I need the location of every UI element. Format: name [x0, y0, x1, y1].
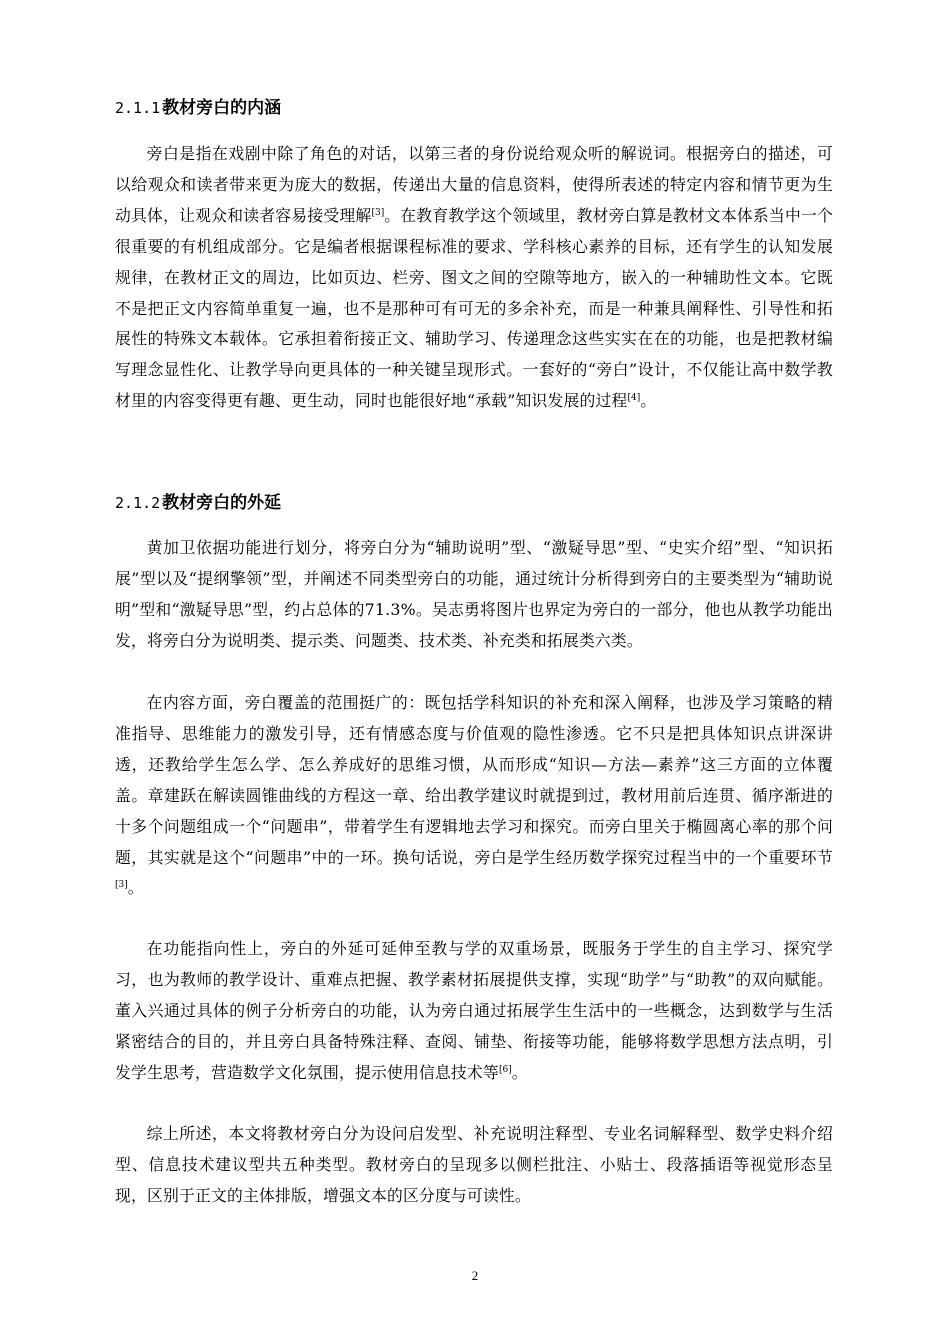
- paragraph-text: 旁白是指在戏剧中除了角色的对话，以第三者的身份说给观众听的解说词。根据旁白的描述，可以给观众和读者带来更为庞大的数据，传递出大量的信息资料，使得所表述的特定内容和情节更为生动具体，让观众和读者容易接受理解: [115, 144, 833, 225]
- paragraph-text: 在功能指向性上，旁白的外延可延伸至教与学的双重场景，既服务于学生的自主学习、探究学习，也为教师的教学设计、重难点把握、教学素材拓展提供支撑，实现“助学”与“助教”的双向赋能。董入兴通过具体的例子分析旁白的功能，认为旁白通过拓展学生生活中的一些概念，达到数学与生活紧密结合的目的，并且旁白具备特殊注释、查阅、铺垫、衔接等功能，能够将数学思想方法点明，引发学生思考，营造数学文化氛围，提示使用信息技术等: [115, 939, 833, 1082]
- paragraph-text: 。在教育教学这个领域里，教材旁白算是教材文本体系当中一个很重要的有机组成部分。它是编者根据课程标准的要求、学科核心素养的目标，还有学生的认知发展规律，在教材正文的周边，比如页边、栏旁、图文之间的空隙等地方，嵌入的一种辅助性文本。它既不是把正文内容简单重复一遍，也不是那种可有可无的多余补充，而是一种兼具阐释性、引导性和拓展性的特殊文本载体。它承担着衔接正文、辅助学习、传递理念这些实实在在的功能，也是把教材编写理念显性化、让教学导向更具体的一种关键呈现形式。一套好的“旁白”设计，不仅能让高中数学教材里的内容变得更有趣、更生动，同时也能很好地“承载”知识发展的过程: [115, 205, 833, 411]
- section-heading-2-1-1: [115, 93, 281, 118]
- paragraph-summary: 综上所述，本文将教材旁白分为设问启发型、补充说明注释型、专业名词解释型、数学史料介绍型、信息技术建议型共五种类型。教材旁白的呈现多以侧栏批注、小贴士、段落插语等视觉形态呈现，区别于正文的主体排版，增强文本的区分度与可读性。: [115, 1124, 833, 1205]
- section-heading-2-1-2: [115, 488, 281, 513]
- paragraph-text: 。: [640, 391, 657, 411]
- page-number: 2: [471, 1268, 479, 1283]
- section-number: 2.1.1: [115, 99, 161, 117]
- section-title: 教材旁白的内涵: [162, 98, 282, 118]
- citation-ref: [6]: [498, 1064, 512, 1075]
- paragraph-text: 。: [127, 878, 144, 898]
- paragraph-classification: 黄加卫依据功能进行划分，将旁白分为“辅助说明”型、“激疑导思”型、“史实介绍”型、“知识拓展”型以及“提纲擎领”型，并阐述不同类型旁白的功能，通过统计分析得到旁白的主要类型为“辅助说明”型和“激疑导思”型，约占总体的71.3%。吴志勇将图片也界定为旁白的一部分，他也从教学功能出发，将旁白分为说明类、提示类、问题类、技术类、补充类和拓展类六类。: [115, 538, 833, 650]
- citation-ref: [4]: [627, 393, 641, 404]
- paragraph-text: 。: [511, 1062, 528, 1082]
- section-number: 2.1.2: [115, 494, 161, 512]
- citation-ref: [3]: [115, 880, 128, 891]
- paragraph-function-orientation: [115, 934, 833, 1089]
- paragraph-text: 在内容方面，旁白覆盖的范围挺广的：既包括学科知识的补充和深入阐释，也涉及学习策略的精准指导、思维能力的激发引导，还有情感态度与价值观的隐性渗透。它不只是把具体知识点讲深讲透，还教给学生怎么学、怎么养成好的思维习惯，从而形成“知识—方法—素养”这三方面的立体覆盖。章建跃在解读圆锥曲线的方程这一章、给出教学建议时就提到过，教材用前后连贯、循序渐进的十多个问题组成一个“问题串”，带着学生有逻辑地去学习和探究。而旁白里关于椭圆离心率的那个问题，其实就是这个“问题串”中的一环。换句话说，旁白是学生经历数学探究过程当中的一个重要环节: [115, 693, 833, 867]
- citation-ref: [3]: [371, 207, 385, 218]
- paragraph-content-scope: [115, 688, 833, 904]
- section-title: 教材旁白的外延: [162, 493, 282, 513]
- paragraph-narration-definition: [115, 139, 833, 417]
